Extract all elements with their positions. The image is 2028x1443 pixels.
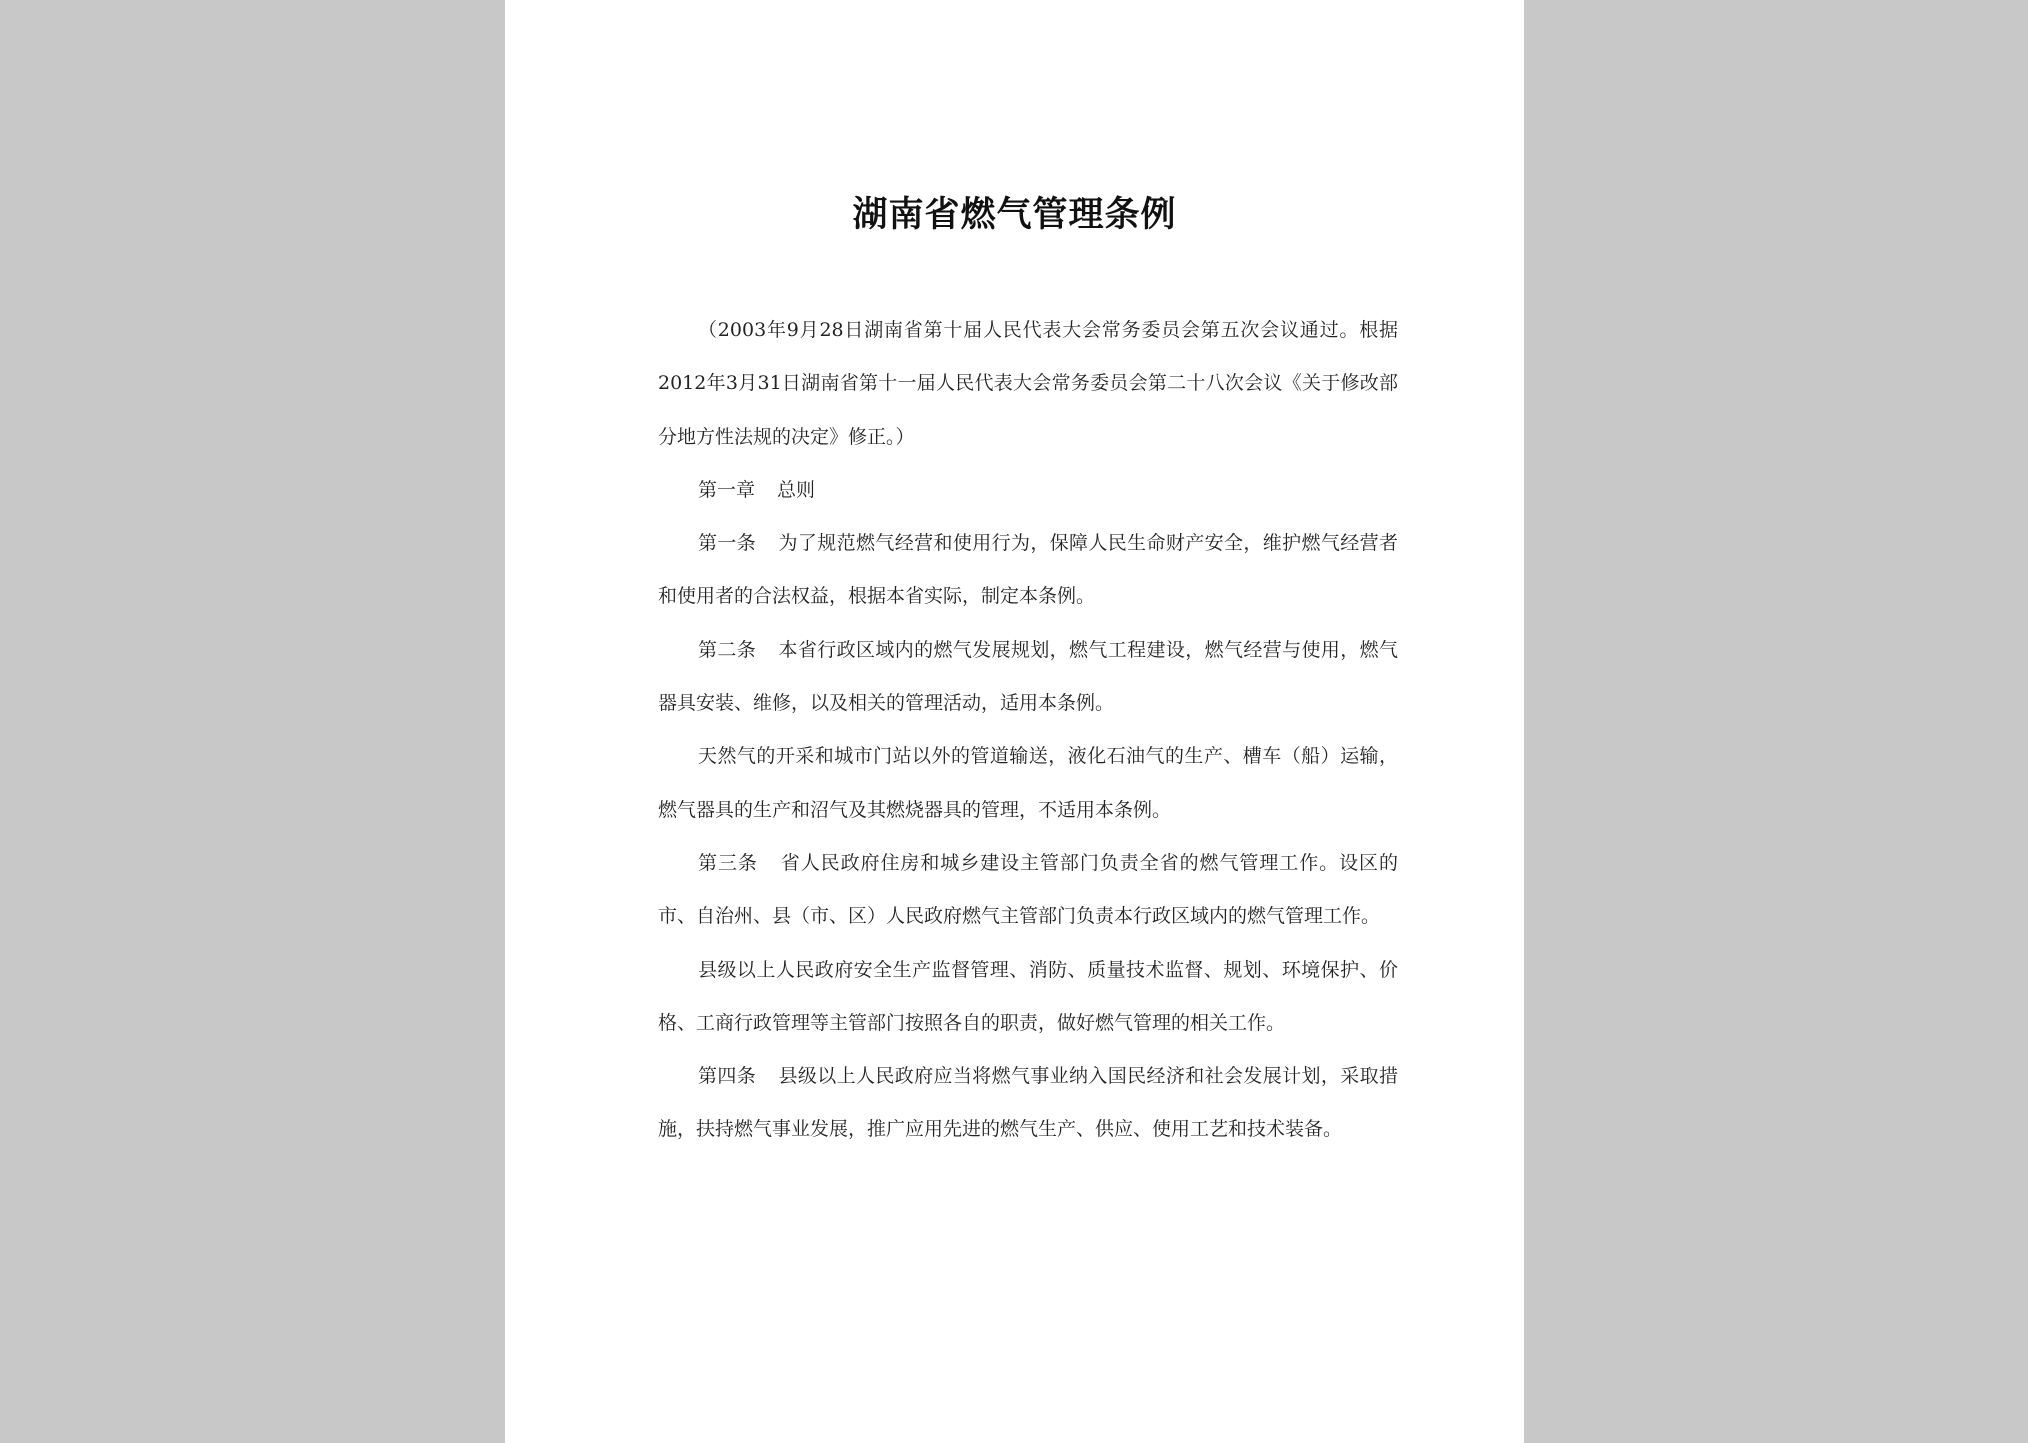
article-4 [658, 1050, 1398, 1157]
document-title: 湖南省燃气管理条例 [852, 194, 1177, 235]
article-text: 县级以上人民政府应当将燃气事业纳入国民经济和社会发展计划，采取措施，扶持燃气事业发展，推广应用先进的燃气生产、供应、使用工艺和技术装备。 [658, 1065, 1398, 1141]
article-1 [658, 517, 1398, 624]
article-2-paragraph-2 [658, 730, 1398, 837]
article-2 [658, 624, 1398, 731]
chapter-heading [658, 464, 1398, 517]
article-3-paragraph-2 [658, 944, 1398, 1051]
paragraph-text: （2003年9月28日湖南省第十届人民代表大会常务委员会第五次会议通过。根据2012年3月31日湖南省第十一届人民代表大会常务委员会第二十八次会议《关于修改部分地方性法规的决定》修正。） [658, 319, 1398, 448]
chapter-title: 总则 [777, 478, 816, 501]
article-text: 省人民政府住房和城乡建设主管部门负责全省的燃气管理工作。设区的市、自治州、县（市、区）人民政府燃气主管部门负责本行政区域内的燃气管理工作。 [658, 851, 1398, 928]
document-body [658, 304, 1398, 1157]
article-3 [658, 837, 1398, 944]
article-text: 为了规范燃气经营和使用行为，保障人民生命财产安全，维护燃气经营者和使用者的合法权益，根据本省实际，制定本条例。 [658, 532, 1398, 608]
document-page [505, 0, 1524, 1443]
article-number: 第二条 [698, 638, 757, 661]
chapter-number: 第一章 [698, 478, 756, 501]
article-number: 第三条 [698, 851, 758, 874]
paragraph-text: 县级以上人民政府安全生产监督管理、消防、质量技术监督、规划、环境保护、价格、工商行政管理等主管部门按照各自的职责，做好燃气管理的相关工作。 [658, 958, 1398, 1034]
paragraph-text: 天然气的开采和城市门站以外的管道输送，液化石油气的生产、槽车（船）运输，燃气器具的生产和沼气及其燃烧器具的管理，不适用本条例。 [658, 745, 1398, 821]
article-number: 第四条 [698, 1065, 757, 1088]
article-number: 第一条 [698, 532, 757, 555]
article-text: 本省行政区域内的燃气发展规划，燃气工程建设，燃气经营与使用，燃气器具安装、维修，以及相关的管理活动，适用本条例。 [658, 638, 1398, 715]
amendment-note [658, 304, 1398, 464]
